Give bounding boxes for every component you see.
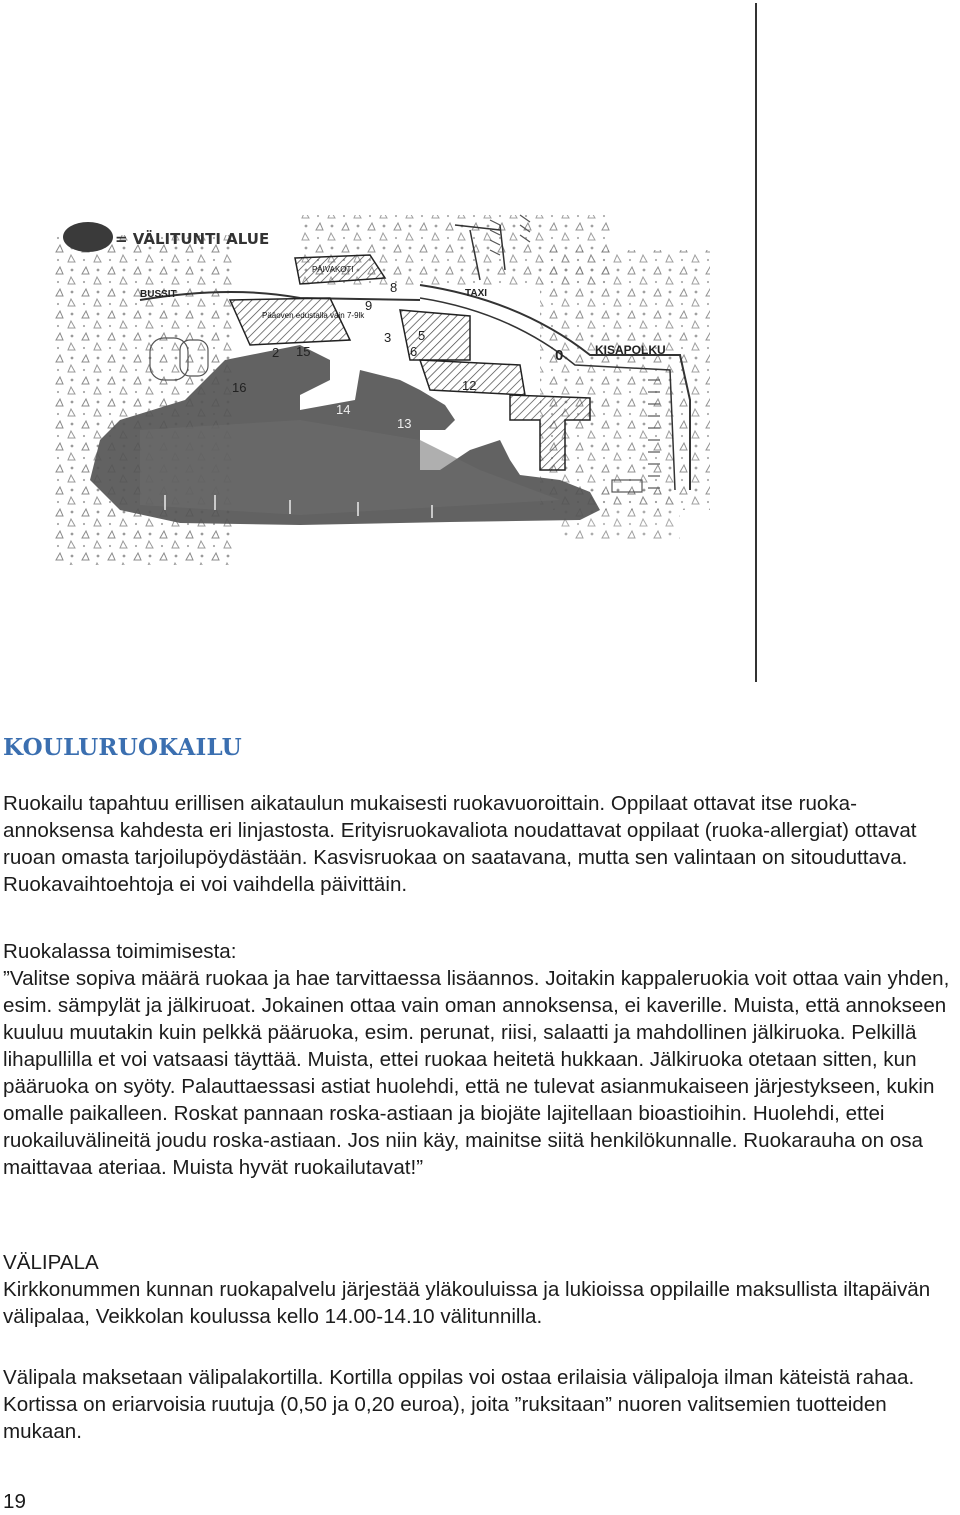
vegetation-area-east [540, 250, 710, 510]
label-entrance-note: Pääoven edustalla vain 7-9lk [262, 311, 365, 320]
label-taxi: TAXI [465, 288, 488, 299]
label-bussit: BUSSIT [140, 289, 177, 300]
schoolyard-map [0, 0, 960, 690]
label-building-5: 5 [418, 328, 426, 343]
label-building-12: 12 [462, 378, 477, 393]
paragraph-snack-card: Välipala maksetaan välipalakortilla. Kortilla oppilas voi ostaa erilaisia välipaloja ilman käteistä rahaa. Kortissa on eriarvoisia ruutuja (0,50 ja 0,20 euroa), joita ”ruksitaan” nuoren valitsemien tuotteiden mukaan. [3, 1366, 915, 1443]
snack-text: Kirkkonummen kunnan ruokapalvelu järjestää yläkouluissa ja lukioissa oppilaille maksullista iltapäivän välipalaa, Veikkolan koulussa kello 14.00-14.10 välitunnilla. [3, 1278, 931, 1328]
label-building-15: 15 [296, 344, 311, 359]
label-building-8: 8 [390, 280, 398, 295]
page-number: 19 [3, 1490, 26, 1513]
building-main-north [230, 298, 350, 345]
label-building-0: 0 [555, 347, 564, 364]
label-building-9: 9 [365, 298, 373, 313]
label-building-13: 13 [397, 416, 412, 431]
label-building-6: 6 [410, 344, 418, 359]
section-title: KOULURUOKAILU [3, 734, 242, 761]
paragraph-snack [3, 1249, 958, 1330]
label-paivakoti: PÄIVAKOTI [312, 265, 354, 274]
label-building-2: 2 [272, 345, 280, 360]
legend-label: = VÄLITUNTI ALUE [115, 230, 270, 248]
legend-swatch [63, 222, 113, 252]
dining-rules-text: ”Valitse sopiva määrä ruokaa ja hae tarvittaessa lisäannos. Joitakin kappaleruokia voit ottaa vain yhden, esim. sämpylät ja jälkiruoat. Jokainen ottaa vain oman annoksensa, ei kaverille. Muista, että annokseen kuuluu muutakin kuin pelkkä pääruoka, esim. perunat, riisi, salaatti ja mahdollinen jälkiruoka. Pelkillä lihapullilla et voi vatsaasi täyttää. Muista, ettei ruokaa heitetä hukkaan. Jälkiruoka otetaan sitten, kun pääruoka on syöty. Palauttaessasi astiat huolehdi, että ne tulevat asianmukaiseen järjestykseen, kukin omalle paikalleen. Roskat pannaan roska-astiaan ja biojäte lajitellaan bioastioihin. Huolehdi, ettei ruokailuvälineitä joudu roska-astiaan. Jos niin käy, mainitse siitä henkilökunnalle. Ruokarauha on osa maittavaa ateriaa. Muista hyvät ruokailutavat!” [3, 967, 950, 1179]
label-building-14: 14 [336, 402, 351, 417]
paragraph-dining-rules [3, 938, 958, 1181]
label-building-16: 16 [232, 380, 247, 395]
paragraph-intro: Ruokailu tapahtuu erillisen aikataulun mukaisesti ruokavuoroittain. Oppilaat ottavat itse ruoka-annoksensa kahdesta eri linjastosta. Erityisruokavaliota noudattavat oppilaat (ruoka-allergiat) ottavat ruoan omasta tarjoilupöydästään. Kasvisruokaa on saatavana, mutta sen valintaan on sitouduttava. Ruokavaihtoehtoja ei voi vaihdella päivittäin. [3, 792, 917, 896]
dining-rules-title: Ruokalassa toimimisesta: [3, 940, 237, 963]
snack-title: VÄLIPALA [3, 1251, 99, 1274]
label-building-3: 3 [384, 330, 392, 345]
label-kisapolku: KISAPOLKU [595, 343, 666, 357]
